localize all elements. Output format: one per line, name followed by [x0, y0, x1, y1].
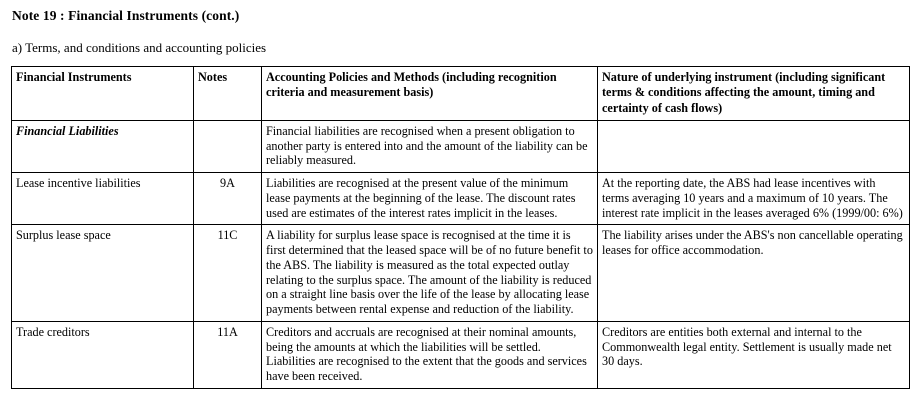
row-accounting-policy: A liability for surplus lease space is recognised at the time it is first determined that the leased space will be of no future benefit to the ABS. The liability is measured as the total expected outlay relating to the surplus space. The amount of the liability is reduced on a straight line basis over the life of the lease by allocating lease payments between rental expense and reduction of the liability.: [262, 225, 598, 322]
section-subtitle: a) Terms, and conditions and accounting policies: [12, 40, 267, 55]
row-instrument-label: Lease incentive liabilities: [12, 173, 194, 225]
row-notes-reference: 9A: [194, 173, 262, 225]
table-row: [12, 321, 910, 388]
table-row: [12, 173, 910, 225]
row-nature-of-instrument: Creditors are entities both external and internal to the Commonwealth legal entity. Settlement is usually made net 30 days.: [598, 321, 910, 388]
table-row: [12, 120, 910, 172]
row-notes-reference: [194, 120, 262, 172]
row-nature-of-instrument: [598, 120, 910, 172]
row-notes-reference: 11A: [194, 321, 262, 388]
page-title: Note 19 : Financial Instruments (cont.): [12, 8, 240, 23]
column-header-financial-instruments: Financial Instruments: [12, 67, 194, 121]
row-nature-of-instrument: The liability arises under the ABS's non cancellable operating leases for office accommodation.: [598, 225, 910, 322]
row-instrument-label: Trade creditors: [12, 321, 194, 388]
column-header-nature-of-instrument: Nature of underlying instrument (including significant terms & conditions affecting the amount, timing and certainty of cash flows): [598, 67, 910, 121]
row-accounting-policy: Financial liabilities are recognised when a present obligation to another party is entered into and the amount of the liability can be reliably measured.: [262, 120, 598, 172]
row-accounting-policy: Liabilities are recognised at the present value of the minimum lease payments at the beginning of the lease. The discount rates used are estimates of the interest rates implicit in the leases.: [262, 173, 598, 225]
column-header-accounting-policies: Accounting Policies and Methods (including recognition criteria and measurement basis): [262, 67, 598, 121]
row-nature-of-instrument: At the reporting date, the ABS had lease incentives with terms averaging 10 years and a maximum of 10 years. The interest rate implicit in the leases averaged 6% (1999/00: 6%): [598, 173, 910, 225]
row-instrument-label: Surplus lease space: [12, 225, 194, 322]
row-instrument-label: Financial Liabilities: [12, 120, 194, 172]
column-header-notes: Notes: [194, 67, 262, 121]
financial-instruments-table: [11, 66, 910, 389]
row-accounting-policy: Creditors and accruals are recognised at their nominal amounts, being the amounts at which the liabilities will be settled. Liabilities are recognised to the extent that the goods and services have been received.: [262, 321, 598, 388]
row-notes-reference: 11C: [194, 225, 262, 322]
table-row: [12, 225, 910, 322]
table-header-row: [12, 67, 910, 121]
